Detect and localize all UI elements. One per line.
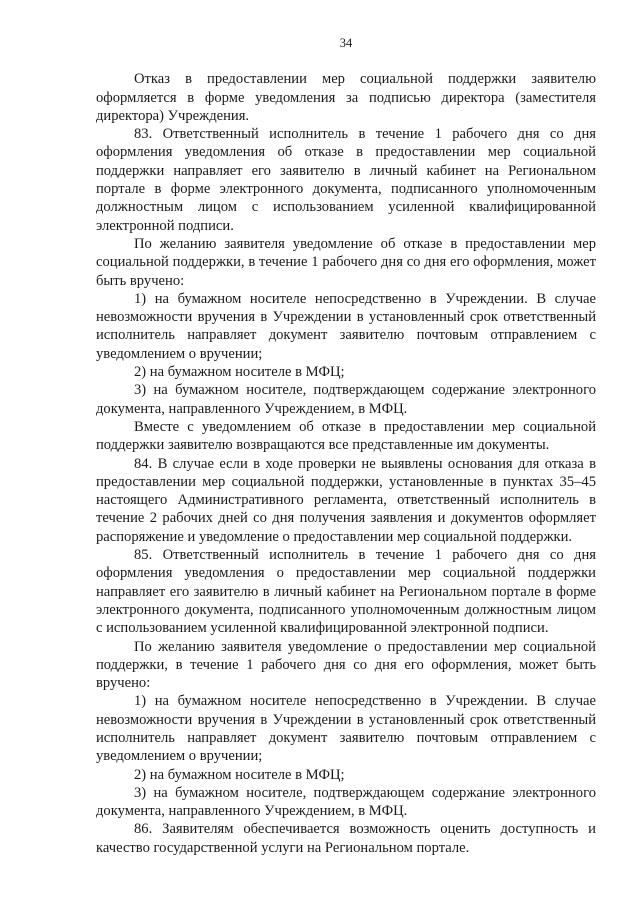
paragraph-grant-item-1: 1) на бумажном носителе непосредственно в Учреждении. В случае невозможности вручения в Учреждении в установленный срок ответственный исполнитель направляет документ заявителю почтовым отправлением с уведомлением о вручении;: [96, 693, 596, 765]
page-number: 34: [339, 36, 353, 50]
paragraph-refusal-item-2: 2) на бумажном носителе в МФЦ;: [134, 364, 345, 381]
paragraph-grant-item-3: 3) на бумажном носителе, подтверждающем содержание электронного документа, направленного Учреждением, в МФЦ.: [96, 784, 596, 820]
paragraph-85: 85. Ответственный исполнитель в течение 1 рабочего дня со дня оформления уведомления о предоставлении мер социальной поддержки направляет его заявителю в личный кабинет на Региональном портале в форме электронного документа, подписанного уполномоченным должностным лицом с использованием усиленной квалифицированной электронной подписи.: [96, 547, 596, 637]
paragraph-documents-return: Вместе с уведомлением об отказе в предоставлении мер социальной поддержки заявителю возвращаются все представленные им документы.: [96, 418, 596, 454]
paragraph-grant-delivery: По желанию заявителя уведомление о предоставлении мер социальной поддержки, в течение 1 рабочего дня со дня его оформления, может быть вручено:: [96, 638, 596, 692]
paragraph-83: 83. Ответственный исполнитель в течение 1 рабочего дня со дня оформления уведомления об отказе в предоставлении мер социальной поддержки направляет его заявителю в личный кабинет на Региональном портале в форме электронного документа, подписанного уполномоченным должностным лицом с использованием усиленной квалифицированной электронной подписи.: [96, 126, 596, 234]
paragraph-refusal-delivery: По желанию заявителя уведомление об отказе в предоставлении мер социальной поддержки, в течение 1 рабочего дня со дня его оформления, может быть вручено:: [96, 235, 596, 289]
paragraph-refusal-form: Отказ в предоставлении мер социальной поддержки заявителю оформляется в форме уведомления за подписью директора (заместителя директора) Учреждения.: [96, 71, 596, 124]
paragraph-refusal-item-3: 3) на бумажном носителе, подтверждающем содержание электронного документа, направленного Учреждением, в МФЦ.: [96, 382, 596, 417]
paragraph-84: 84. В случае если в ходе проверки не выявлены основания для отказа в предоставлении мер социальной поддержки, установленные в пунктах 35–45 настоящего Административного регламента, ответственный исполнитель в течение 2 рабочих дней со дня получения заявления и документов оформляет распоряжение и уведомление о предоставлении мер социальной поддержки.: [96, 455, 596, 545]
document-page: [96, 34, 596, 857]
paragraph-86: 86. Заявителям обеспечивается возможность оценить доступность и качество государственной услуги на Региональном портале.: [96, 821, 596, 856]
paragraph-refusal-item-1: 1) на бумажном носителе непосредственно в Учреждении. В случае невозможности вручения в Учреждении в установленный срок ответственный исполнитель направляет документ заявителю почтовым отправлением с уведомлением о вручении;: [96, 290, 596, 362]
paragraph-grant-item-2: 2) на бумажном носителе в МФЦ;: [134, 766, 345, 783]
